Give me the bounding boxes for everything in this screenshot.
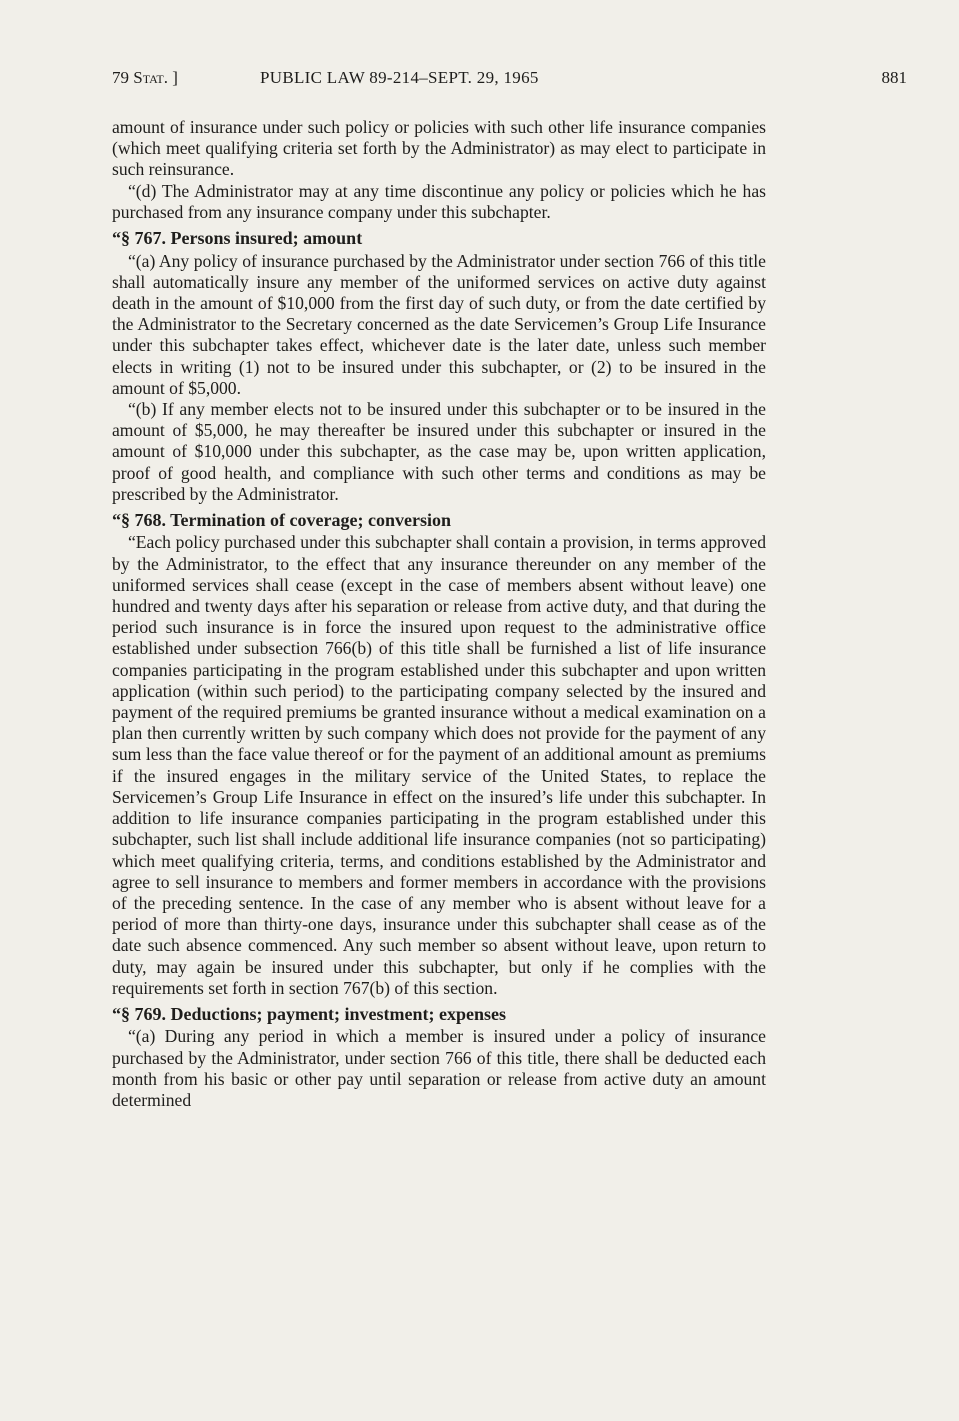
body-paragraph: “(d) The Administrator may at any time discontinue any policy or policies which he has purchased from any insurance company under this subchapter. [112,180,766,222]
stat-label: Stat. [133,68,168,87]
header-title: PUBLIC LAW 89-214–SEPT. 29, 1965 [260,68,539,87]
section-heading: “§ 767. Persons insured; amount [112,228,363,249]
volume-number: 79 [112,68,129,87]
page-number: 881 [881,68,907,87]
body-paragraph: “Each policy purchased under this subchapter shall contain a provision, in terms approved by the Administrator, to the effect that any insurance thereunder on any member of the uniformed services shall cease (except in the case of members absent without leave) one hundred and twenty days after his separation or release from active duty, and that during the period such insurance is in force the insured upon request to the administrative office established under subsection 766(b) of this title shall be furnished a list of life insurance companies participating in the program established under this subchapter and upon written application (within such period) to the participating company selected by the insured and payment of the required premiums be granted insurance without a medical examination on a plan then currently written by such company which does not provide for the payment of any sum less than the face value thereof or for the payment of an additional amount as premiums if the insured engages in the military service of the United States, to replace the Servicemen’s Group Life Insurance in effect on the insured’s life under this subchapter. In addition to life insurance companies participating in the program established under this subchapter, such list shall include additional life insurance companies (not so participating) which meet qualifying criteria, terms, and conditions established by the Administrator and agree to sell insurance to members and former members in accordance with the provisions of the preceding sentence. In the case of any member who is absent without leave for a period of more than thirty-one days, insurance under this subchapter shall cease as of the date such absence commenced. Any such member so absent without leave, upon return to duty, may again be insured under this subchapter, but only if he complies with the requirements set forth in section 767(b) of this section. [112,532,766,998]
body-paragraph: “(b) If any member elects not to be insured under this subchapter or to be insured in the amount of $5,000, he may thereafter be insured under this subchapter or insured in the amount of $10,000 under this subchapter, as the case may be, upon written application, proof of good health, and compliance with such other terms and conditions as may be prescribed by the Administrator. [112,398,766,504]
body-paragraph: amount of insurance under such policy or policies with such other life insurance companies (which meet qualifying criteria set forth by the Administrator) as may elect to participate in such reinsurance. [112,117,766,180]
running-header [112,68,907,94]
statute-citation [112,68,178,88]
body-paragraph: “(a) During any period in which a member is insured under a policy of insurance purchased by the Administrator, under section 766 of this title, there shall be deducted each month from his basic or other pay until separation or release from active duty an amount determined [112,1026,766,1111]
body-paragraph: “(a) Any policy of insurance purchased by the Administrator under section 766 of this title shall automatically insure any member of the uniformed services on active duty against death in the amount of $10,000 from the first day of such duty, or from the date certified by the Administrator to the Secretary concerned as the date Servicemen’s Group Life Insurance under this subchapter takes effect, whichever date is the later date, unless such member elects in writing (1) not to be insured under this subchapter, or (2) to be insured in the amount of $5,000. [112,250,766,398]
bracket: ] [172,68,178,87]
section-heading: “§ 768. Termination of coverage; conversion [112,509,451,530]
section-heading: “§ 769. Deductions; payment; investment; expenses [112,1003,506,1024]
document-body [112,117,766,1111]
